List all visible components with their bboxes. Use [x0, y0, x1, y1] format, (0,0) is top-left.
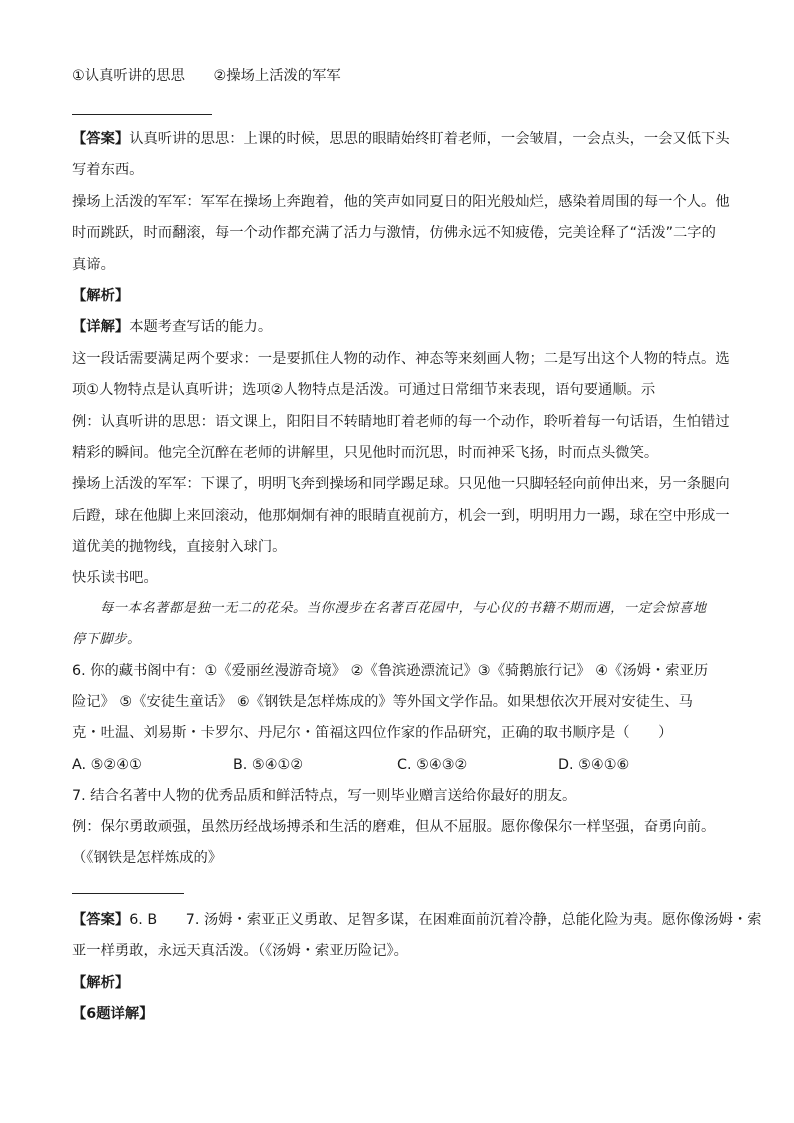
analysis-line-5: 操场上活泼的军军：下课了，明明飞奔到操场和同学踢足球。只见他一只脚轻轻向前伸出来，另一条腿向	[72, 476, 730, 492]
quote-line-2: 停下脚步。	[72, 632, 141, 647]
detail-line	[72, 317, 272, 337]
answer-text: 认真听讲的思思：上课的时候，思思的眼睛始终盯着老师，一会皱眉，一会点头，一会又低下头	[129, 131, 730, 147]
option-c: C. ⑤④③②	[397, 757, 468, 773]
separator-line	[72, 114, 212, 115]
answer-line-5: 真谛。	[72, 257, 115, 273]
answer-text: 6. B 7. 汤姆・索亚正义勇敢、足智多谋，在困难面前沉着冷静，总能化险为夷。愿你像汤姆・索	[129, 912, 762, 928]
analysis-line-7: 道优美的抛物线，直接射入球门。	[72, 539, 287, 555]
option-b: B. ⑤④①②	[233, 757, 304, 773]
analysis-line-3: 例：认真听讲的思思：语文课上，阳阳目不转睛地盯着老师的每一个动作，聆听着每一句话语，生怕错过	[72, 414, 730, 430]
question-6-line-1: 6. 你的藏书阁中有：①《爱丽丝漫游奇境》 ②《鲁滨逊漂流记》③《骑鹅旅行记》 ④《汤姆・索亚历	[72, 663, 709, 679]
analysis-title: 【解析】	[72, 288, 130, 304]
quote-line-1: 每一本名著都是独一无二的花朵。当你漫步在名著百花园中，与心仪的书籍不期而遇，一定会惊喜地	[100, 601, 707, 616]
detail-tag: 【详解】	[72, 319, 130, 335]
question-6-line-2: 险记》 ⑤《安徒生童话》 ⑥《钢铁是怎样炼成的》等外国文学作品。如果想依次开展对安徒生、马	[72, 694, 693, 710]
analysis-line-4: 精彩的瞬间。他完全沉醉在老师的讲解里，只见他时而沉思，时而神采飞扬，时而点头微笑。	[72, 445, 659, 461]
detail-text: 本题考查写话的能力。	[129, 319, 273, 335]
answer-tag: 【答案】	[72, 131, 130, 147]
answer-line-3: 操场上活泼的军军：军军在操场上奔跑着，他的笑声如同夏日的阳光般灿烂，感染着周围的每一个人。他	[72, 194, 730, 210]
analysis-title: 【解析】	[72, 975, 130, 991]
question-7-line-2: 例：保尔勇敢顽强，虽然历经战场搏杀和生活的磨难，但从不屈服。愿你像保尔一样坚强，奋勇向前。	[72, 819, 716, 835]
analysis-line-2: 项①人物特点是认真听讲；选项②人物特点是活泼。可通过日常细节来表现，语句要通顺。示	[72, 382, 656, 398]
answer-line-4: 时而跳跃，时而翻滚，每一个动作都充满了活力与激情，仿佛永远不知疲倦，完美诠释了“活泼”二字的	[72, 225, 716, 241]
analysis-line-1: 这一段话需要满足两个要求：一是要抓住人物的动作、神态等来刻画人物；二是写出这个人物的特点。选	[72, 351, 730, 367]
answer-line-1	[72, 129, 730, 149]
question-7-line-1: 7. 结合名著中人物的优秀品质和鲜活特点，写一则毕业赠言送给你最好的朋友。	[72, 788, 577, 804]
question-options-line: ①认真听讲的思思 ②操场上活泼的军军	[72, 68, 341, 84]
section-title: 快乐读书吧。	[72, 570, 158, 586]
answer-2-line-2: 亚一样勇敢，永远天真活泼。（《汤姆・索亚历险记》。	[72, 943, 408, 959]
option-a: A. ⑤②④①	[72, 757, 142, 773]
answer-2-line-1	[72, 910, 762, 930]
detail-heading: 【6题详解】	[72, 1006, 154, 1022]
question-7-line-3: （《钢铁是怎样炼成的》	[72, 850, 223, 866]
option-d: D. ⑤④①⑥	[558, 757, 630, 773]
separator-line	[72, 893, 184, 894]
answer-tag: 【答案】	[72, 912, 130, 928]
answer-line-2: 写着东西。	[72, 162, 144, 178]
analysis-line-6: 后蹬，球在他脚上来回滚动，他那炯炯有神的眼睛直视前方，机会一到，明明用力一踢，球在空中形成一	[72, 508, 730, 524]
question-6-line-3: 克・吐温、刘易斯・卡罗尔、丹尼尔・笛福这四位作家的作品研究，正确的取书顺序是（ ）	[72, 725, 673, 741]
